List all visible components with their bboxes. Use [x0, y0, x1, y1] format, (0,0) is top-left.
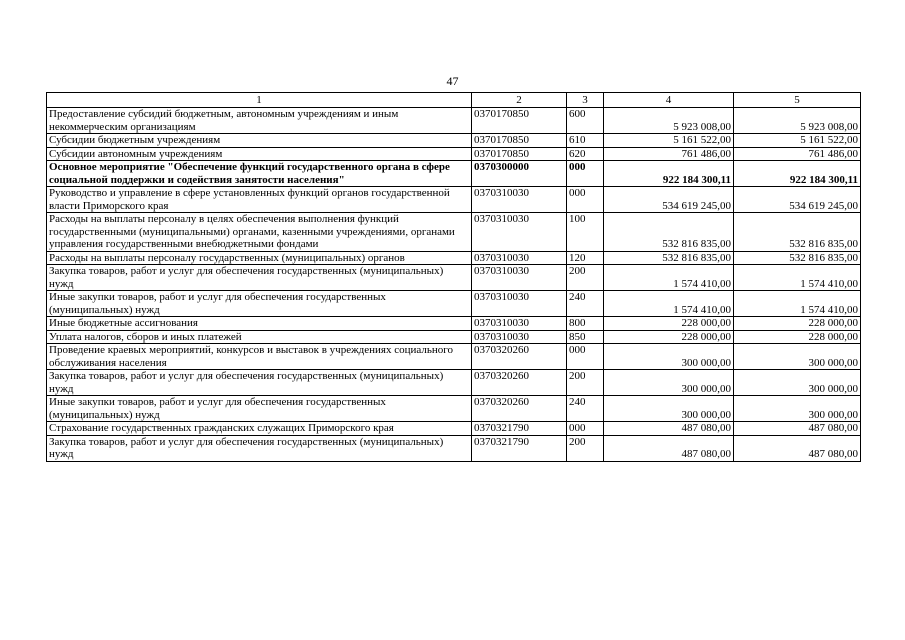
row-name: Иные бюджетные ассигнования [47, 317, 472, 331]
row-code: 0370310030 [472, 291, 567, 317]
row-amount-col4: 487 080,00 [604, 422, 734, 436]
table-row [47, 435, 861, 461]
row-expense-type: 000 [567, 161, 604, 187]
row-code: 0370310030 [472, 330, 567, 344]
row-amount-col4: 922 184 300,11 [604, 161, 734, 187]
row-amount-col5: 761 486,00 [734, 147, 861, 161]
row-code: 0370300000 [472, 161, 567, 187]
row-name: Проведение краевых мероприятий, конкурсов и выставок в учреждениях социального обслуживания населения [47, 344, 472, 370]
row-code: 0370321790 [472, 435, 567, 461]
table-row [47, 108, 861, 134]
row-code: 0370310030 [472, 251, 567, 265]
row-code: 0370320260 [472, 344, 567, 370]
row-expense-type: 000 [567, 187, 604, 213]
row-amount-col5: 228 000,00 [734, 330, 861, 344]
row-code: 0370170850 [472, 108, 567, 134]
row-amount-col4: 761 486,00 [604, 147, 734, 161]
row-expense-type: 610 [567, 134, 604, 148]
row-amount-col4: 228 000,00 [604, 317, 734, 331]
row-expense-type: 620 [567, 147, 604, 161]
table-row [47, 147, 861, 161]
header-cell-1: 1 [47, 93, 472, 108]
row-name: Уплата налогов, сборов и иных платежей [47, 330, 472, 344]
page-number: 47 [446, 74, 459, 88]
row-expense-type: 200 [567, 435, 604, 461]
header-cell-2: 2 [472, 93, 567, 108]
table-row [47, 370, 861, 396]
row-code: 0370310030 [472, 213, 567, 252]
row-amount-col5: 487 080,00 [734, 435, 861, 461]
row-amount-col5: 5 923 008,00 [734, 108, 861, 134]
row-expense-type: 800 [567, 317, 604, 331]
row-expense-type: 200 [567, 370, 604, 396]
row-amount-col4: 300 000,00 [604, 370, 734, 396]
row-amount-col5: 300 000,00 [734, 396, 861, 422]
row-amount-col4: 534 619 245,00 [604, 187, 734, 213]
row-amount-col4: 228 000,00 [604, 330, 734, 344]
row-amount-col4: 5 923 008,00 [604, 108, 734, 134]
row-name: Основное мероприятие "Обеспечение функций государственного органа в сфере социальной поддержки и содействия занятости населения" [47, 161, 472, 187]
budget-table [46, 92, 861, 462]
row-amount-col4: 532 816 835,00 [604, 213, 734, 252]
row-name: Расходы на выплаты персоналу в целях обеспечения выполнения функций государственными (муниципальными) органами, казенными учреждениями, органами управления государственными внебюджетными фондами [47, 213, 472, 252]
row-expense-type: 200 [567, 265, 604, 291]
row-name: Страхование государственных гражданских служащих Приморского края [47, 422, 472, 436]
table-row [47, 396, 861, 422]
row-expense-type: 240 [567, 291, 604, 317]
row-name: Расходы на выплаты персоналу государственных (муниципальных) органов [47, 251, 472, 265]
row-code: 0370310030 [472, 265, 567, 291]
row-amount-col5: 228 000,00 [734, 317, 861, 331]
row-expense-type: 000 [567, 344, 604, 370]
row-amount-col4: 300 000,00 [604, 344, 734, 370]
row-amount-col4: 1 574 410,00 [604, 291, 734, 317]
table-row [47, 134, 861, 148]
row-code: 0370170850 [472, 147, 567, 161]
row-name: Иные закупки товаров, работ и услуг для обеспечения государственных (муниципальных) нужд [47, 396, 472, 422]
row-name: Субсидии бюджетным учреждениям [47, 134, 472, 148]
row-amount-col5: 5 161 522,00 [734, 134, 861, 148]
header-row [47, 93, 861, 108]
table-row [47, 213, 861, 252]
header-cell-5: 5 [734, 93, 861, 108]
row-name: Иные закупки товаров, работ и услуг для обеспечения государственных (муниципальных) нужд [47, 291, 472, 317]
header-cell-4: 4 [604, 93, 734, 108]
row-amount-col4: 5 161 522,00 [604, 134, 734, 148]
row-expense-type: 850 [567, 330, 604, 344]
row-amount-col5: 532 816 835,00 [734, 213, 861, 252]
table-row [47, 291, 861, 317]
row-name: Субсидии автономным учреждениям [47, 147, 472, 161]
row-amount-col5: 300 000,00 [734, 370, 861, 396]
row-name: Предоставление субсидий бюджетным, автономным учреждениям и иным некоммерческим организациям [47, 108, 472, 134]
row-amount-col4: 1 574 410,00 [604, 265, 734, 291]
row-code: 0370320260 [472, 396, 567, 422]
table-row [47, 330, 861, 344]
table-row [47, 251, 861, 265]
table-row [47, 344, 861, 370]
row-name: Закупка товаров, работ и услуг для обеспечения государственных (муниципальных) нужд [47, 265, 472, 291]
row-code: 0370310030 [472, 317, 567, 331]
row-amount-col4: 487 080,00 [604, 435, 734, 461]
row-amount-col4: 300 000,00 [604, 396, 734, 422]
table-row [47, 422, 861, 436]
row-amount-col5: 534 619 245,00 [734, 187, 861, 213]
row-expense-type: 600 [567, 108, 604, 134]
row-expense-type: 100 [567, 213, 604, 252]
table-row [47, 187, 861, 213]
row-code: 0370170850 [472, 134, 567, 148]
row-amount-col5: 487 080,00 [734, 422, 861, 436]
table-row [47, 265, 861, 291]
row-expense-type: 000 [567, 422, 604, 436]
row-amount-col5: 1 574 410,00 [734, 291, 861, 317]
row-amount-col5: 1 574 410,00 [734, 265, 861, 291]
row-amount-col5: 300 000,00 [734, 344, 861, 370]
row-name: Руководство и управление в сфере установленных функций органов государственной власти Приморского края [47, 187, 472, 213]
row-name: Закупка товаров, работ и услуг для обеспечения государственных (муниципальных) нужд [47, 435, 472, 461]
row-amount-col5: 532 816 835,00 [734, 251, 861, 265]
table-row [47, 317, 861, 331]
table-row [47, 161, 861, 187]
row-amount-col5: 922 184 300,11 [734, 161, 861, 187]
row-code: 0370321790 [472, 422, 567, 436]
row-amount-col4: 532 816 835,00 [604, 251, 734, 265]
row-code: 0370310030 [472, 187, 567, 213]
header-cell-3: 3 [567, 93, 604, 108]
row-code: 0370320260 [472, 370, 567, 396]
row-expense-type: 120 [567, 251, 604, 265]
row-expense-type: 240 [567, 396, 604, 422]
row-name: Закупка товаров, работ и услуг для обеспечения государственных (муниципальных) нужд [47, 370, 472, 396]
